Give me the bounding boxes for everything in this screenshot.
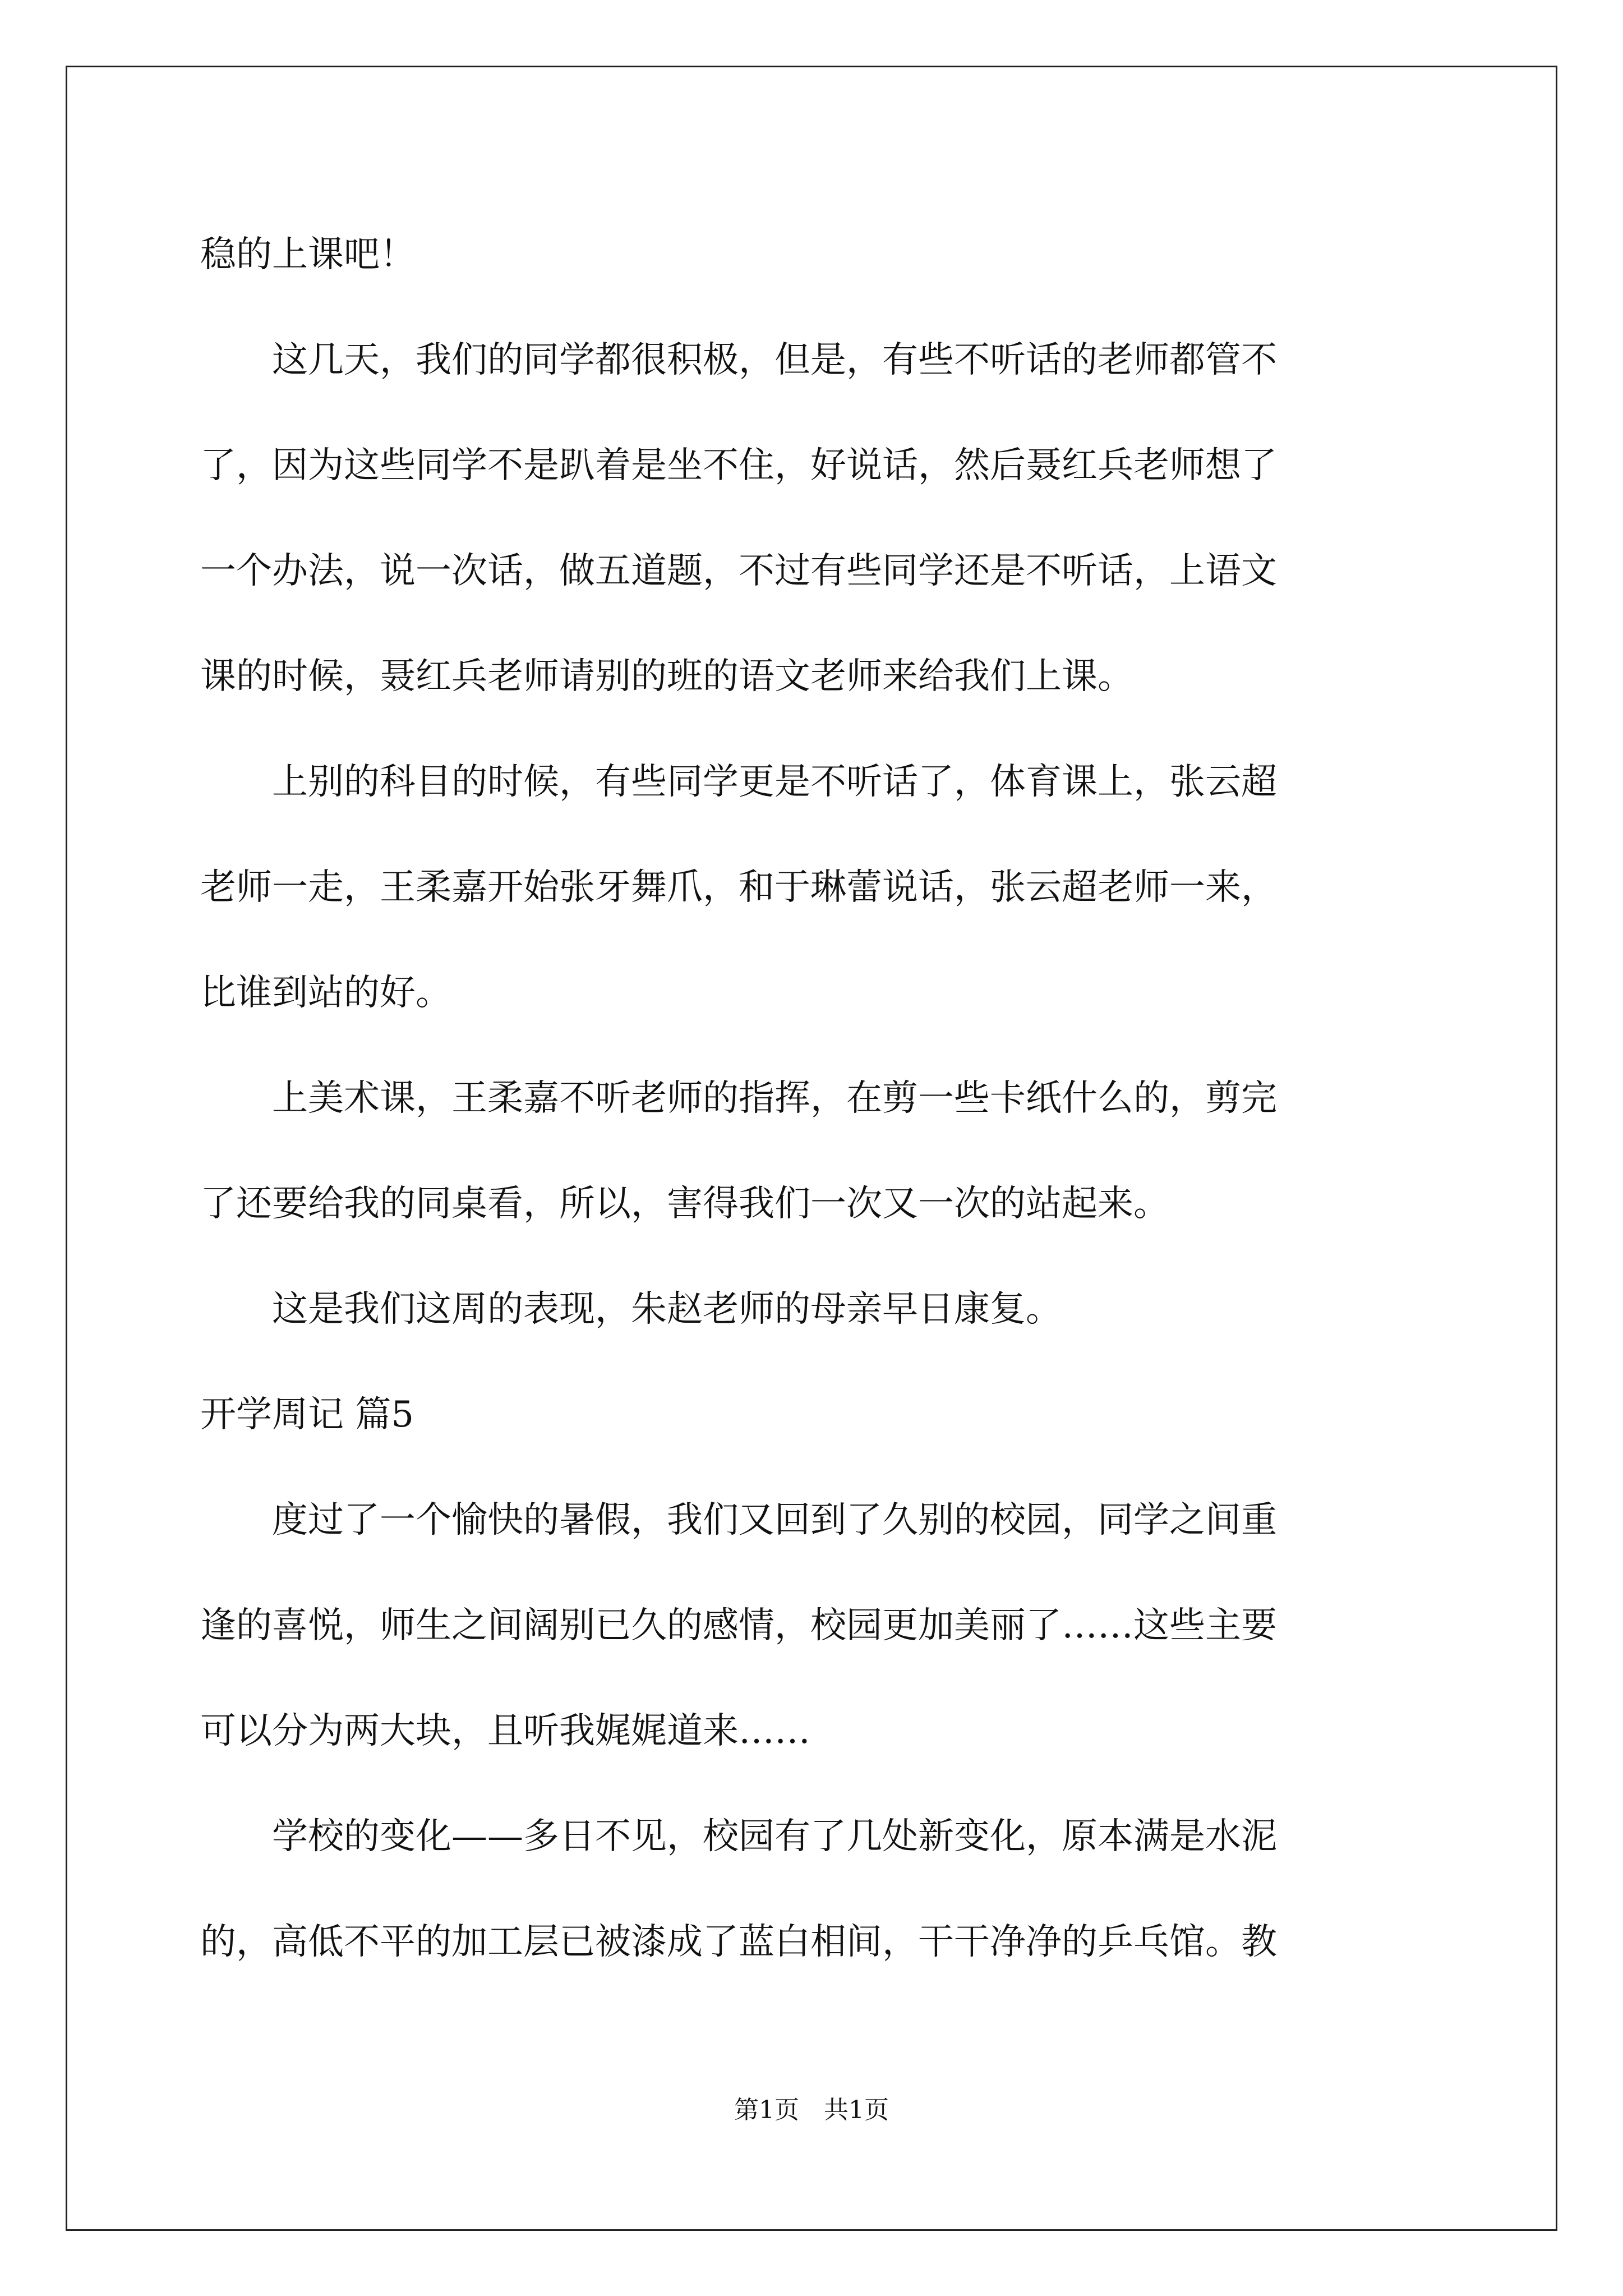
text-line: 比谁到站的好。: [200, 972, 451, 1014]
text-line: 上美术课，王柔嘉不听老师的指挥，在剪一些卡纸什么的，剪完: [200, 1078, 1277, 1119]
text-line: 了，因为这些同学不是趴着是坐不住，好说话，然后聂红兵老师想了: [200, 445, 1277, 486]
text-line: 学校的变化——多日不见，校园有了几处新变化，原本满是水泥: [200, 1816, 1277, 1857]
document-body: [200, 202, 1434, 1995]
text-line: 老师一走，王柔嘉开始张牙舞爪，和于琳蕾说话，张云超老师一来，: [200, 867, 1277, 908]
text-line: 稳的上课吧！: [200, 234, 416, 275]
text-line: 上别的科目的时候，有些同学更是不听话了，体育课上，张云超: [200, 761, 1277, 803]
text-line: 的，高低不平的加工层已被漆成了蓝白相间，干干净净的乒乓馆。教: [200, 1921, 1277, 1963]
text-line: 这是我们这周的表现，朱赵老师的母亲早日康复。: [200, 1289, 1062, 1330]
text-line: 一个办法，说一次话，做五道题，不过有些同学还是不听话，上语文: [200, 550, 1277, 592]
text-line: 度过了一个愉快的暑假，我们又回到了久别的校园，同学之间重: [200, 1499, 1277, 1541]
text-line: 了还要给我的同桌看，所以，害得我们一次又一次的站起来。: [200, 1183, 1169, 1225]
text-line: 这几天，我们的同学都很积极，但是，有些不听话的老师都管不: [200, 339, 1277, 381]
page-footer: 第1页 共1页: [734, 2096, 889, 2124]
text-line: 可以分为两大块，且听我娓娓道来……: [200, 1710, 810, 1752]
section-heading: 开学周记 篇5: [200, 1394, 414, 1435]
text-line: 课的时候，聂红兵老师请别的班的语文老师来给我们上课。: [200, 656, 1133, 697]
text-line: 逢的喜悦，师生之间阔别已久的感情，校园更加美丽了……这些主要: [200, 1605, 1277, 1646]
